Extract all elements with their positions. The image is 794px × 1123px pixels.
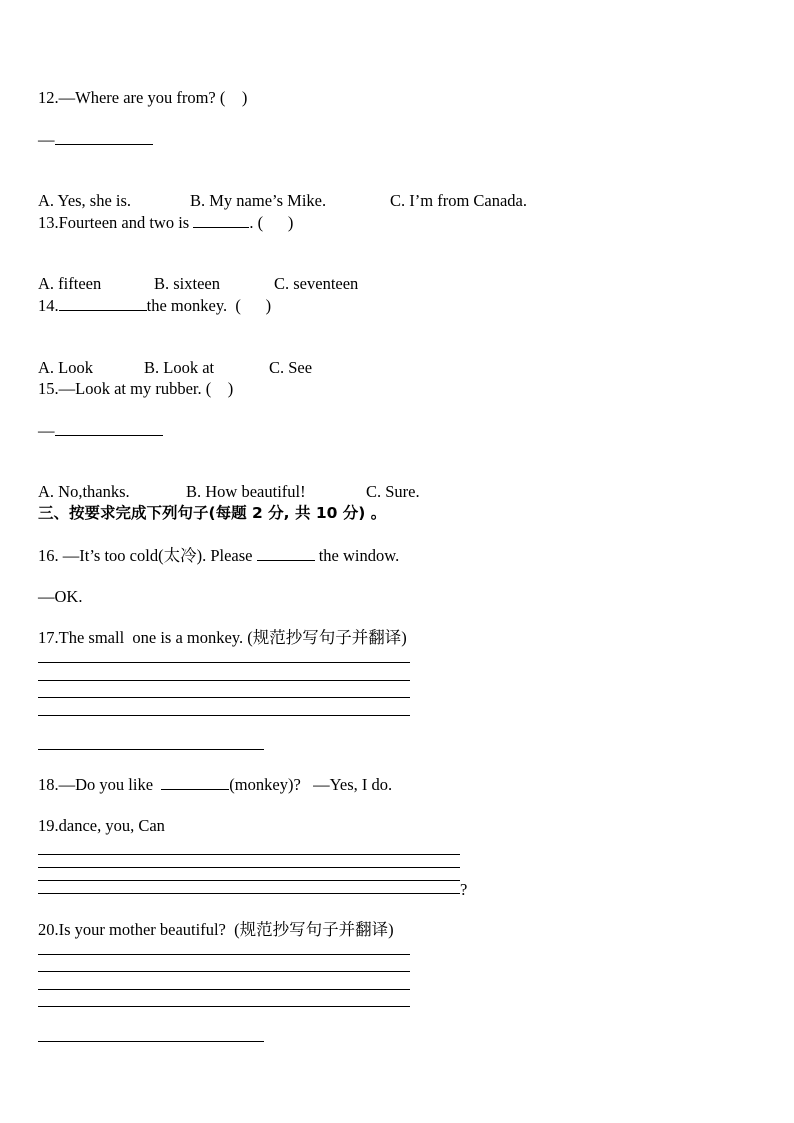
q12-prompt: 12.—Where are you from? ( )	[38, 88, 248, 107]
q18-answer-blank[interactable]	[161, 775, 229, 790]
q17-writing-line-1[interactable]	[38, 662, 410, 663]
q20-translation-line[interactable]	[38, 1041, 264, 1042]
q14-option-a[interactable]: A. Look	[38, 358, 93, 377]
q14-option-b[interactable]: B. Look at	[144, 358, 215, 377]
q12-option-c[interactable]: C. I’m from Canada.	[390, 191, 528, 210]
q20-prompt: 20.Is your mother beautiful? (规范抄写句子并翻译)	[38, 920, 394, 939]
q13-answer-blank[interactable]	[193, 213, 249, 228]
q17-writing-line-3[interactable]	[38, 697, 410, 698]
q14-prompt-start: 14.	[38, 296, 59, 315]
q15-option-b[interactable]: B. How beautiful!	[186, 482, 306, 501]
q13-prompt	[38, 213, 293, 233]
q20-writing-line-4[interactable]	[38, 1006, 410, 1007]
q16-prompt-end: the window.	[314, 546, 400, 565]
q13-prompt-start: 13.Fourteen and two is	[38, 213, 194, 232]
q12-option-b[interactable]: B. My name’s Mike.	[190, 191, 327, 210]
q16-prompt	[38, 546, 399, 566]
q19-writing-line-1[interactable]	[38, 854, 460, 855]
q17-prompt: 17.The small one is a monkey. (规范抄写句子并翻译)	[38, 628, 407, 647]
q14-option-c[interactable]: C. See	[269, 358, 313, 377]
q19-writing-line-2[interactable]	[38, 867, 460, 868]
q14-options	[38, 338, 313, 378]
q13-option-a[interactable]: A. fifteen	[38, 274, 102, 293]
q13-option-c[interactable]: C. seventeen	[274, 274, 359, 293]
q17-writing-line-4[interactable]	[38, 715, 410, 716]
q18-prompt-start: 18.—Do you like	[38, 775, 162, 794]
q20-writing-line-2[interactable]	[38, 971, 410, 972]
q15-prompt: 15.—Look at my rubber. ( )	[38, 379, 234, 398]
q12-answer-line[interactable]	[38, 130, 153, 150]
q16-answer-blank[interactable]	[257, 546, 315, 561]
q15-dash: —	[38, 421, 55, 440]
q18-prompt	[38, 775, 392, 795]
q16-reply: —OK.	[38, 587, 83, 606]
q15-answer-blank[interactable]	[55, 421, 163, 436]
q15-options	[38, 462, 420, 502]
q18-prompt-end: (monkey)? —Yes, I do.	[229, 775, 393, 794]
q19-writing-line-3[interactable]	[38, 880, 460, 881]
q15-option-c[interactable]: C. Sure.	[366, 482, 420, 501]
q16-prompt-start: 16. —It’s too cold(太冷). Please	[38, 546, 257, 565]
q14-answer-blank[interactable]	[59, 296, 147, 311]
q13-prompt-end: . ( )	[249, 213, 294, 232]
q20-writing-line-1[interactable]	[38, 954, 410, 955]
q19-prompt: 19.dance, you, Can	[38, 816, 165, 835]
q14-prompt-end: the monkey. ( )	[146, 296, 272, 315]
q12-options	[38, 171, 528, 211]
q12-dash: —	[38, 130, 55, 149]
q19-writing-line-4[interactable]	[38, 893, 460, 894]
q17-translation-line[interactable]	[38, 749, 264, 750]
q12-option-a[interactable]: A. Yes, she is.	[38, 191, 132, 210]
q12-answer-blank[interactable]	[55, 130, 153, 145]
q17-writing-line-2[interactable]	[38, 680, 410, 681]
q14-prompt	[38, 296, 271, 316]
q13-option-b[interactable]: B. sixteen	[154, 274, 220, 293]
q15-option-a[interactable]: A. No,thanks.	[38, 482, 130, 501]
section-3-heading: 三、按要求完成下列句子(每题 2 分, 共 10 分) 。	[38, 504, 387, 522]
q15-answer-line[interactable]	[38, 421, 163, 441]
q20-writing-line-3[interactable]	[38, 989, 410, 990]
q19-question-mark: ?	[460, 880, 468, 899]
q13-options	[38, 254, 359, 294]
